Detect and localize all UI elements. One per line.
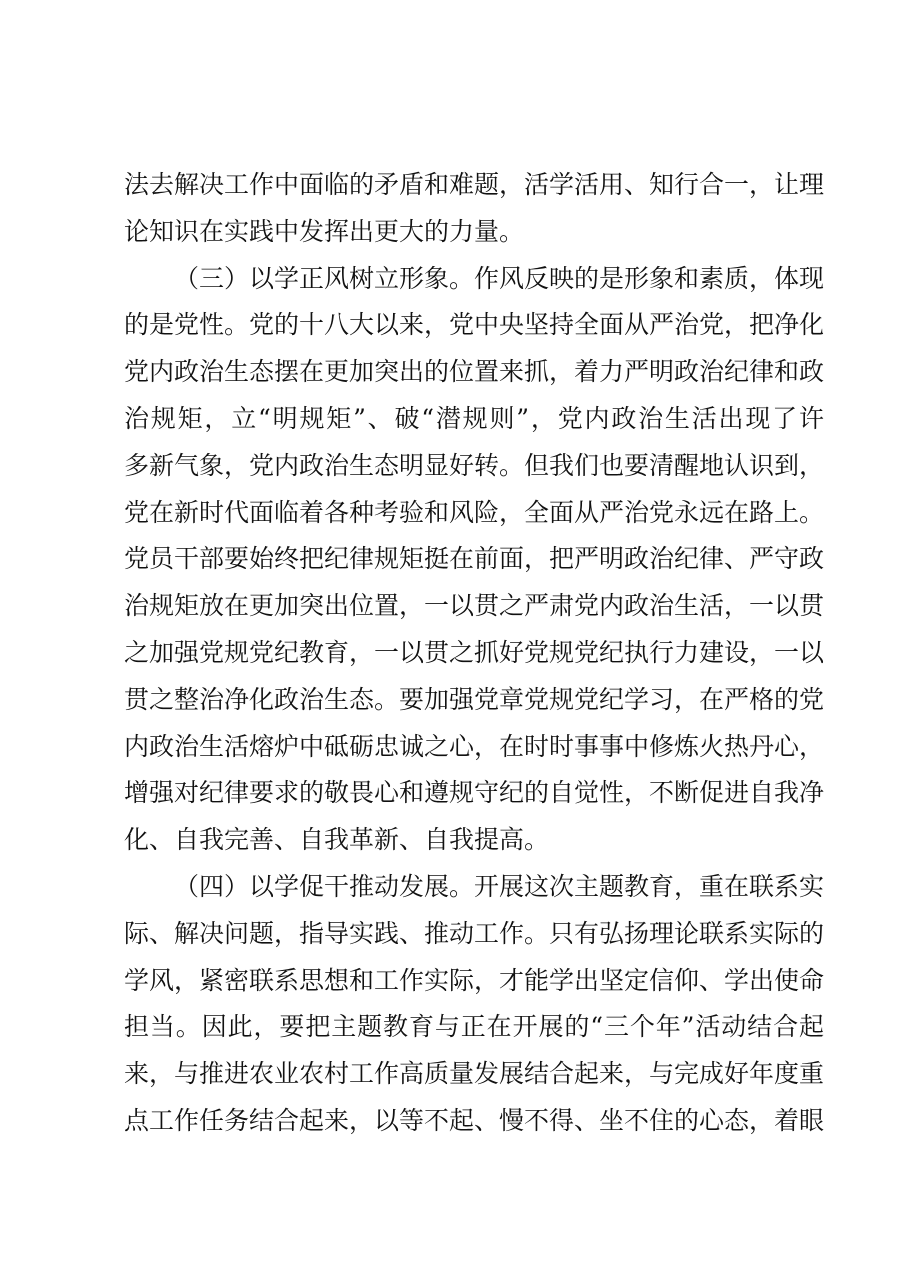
document-body bbox=[124, 162, 824, 1145]
text-line: 担当。因此，要把主题教育与正在开展的“三个年”活动结合起 bbox=[124, 1012, 824, 1042]
text-line: 党内政治生态摆在更加突出的位置来抓，着力严明政治纪律和政 bbox=[124, 357, 825, 387]
text-line: 学风，紧密联系思想和工作实际，才能学出坚定信仰、学出使命 bbox=[124, 965, 825, 995]
text-line: 党在新时代面临着各种考验和风险，全面从严治党永远在路上。 bbox=[124, 497, 825, 527]
text-line: 际、解决问题，指导实践、推动工作。只有弘扬理论联系实际的 bbox=[124, 918, 825, 948]
text-line: 内政治生活熔炉中砥砺忠诚之心，在时时事事中修炼火热丹心， bbox=[124, 731, 825, 761]
text-line: 法去解决工作中面临的矛盾和难题，活学活用、知行合一，让理 bbox=[124, 170, 825, 199]
text-line: 论知识在实践中发挥出更大的力量。 bbox=[124, 216, 525, 246]
text-line: 来，与推进农业农村工作高质量发展结合起来，与完成好年度重 bbox=[124, 1059, 825, 1089]
text-line: 化、自我完善、自我革新、自我提高。 bbox=[124, 825, 550, 855]
text-line: 的是党性。党的十八大以来，党中央坚持全面从严治党，把净化 bbox=[124, 310, 825, 340]
text-line: 党员干部要始终把纪律规矩挺在前面，把严明政治纪律、严守政 bbox=[124, 544, 825, 574]
section-heading-line: （四）以学促干推动发展。开展这次主题教育，重在联系实 bbox=[174, 871, 825, 901]
text-line: 之加强党规党纪教育，一以贯之抓好党规党纪执行力建设，一以 bbox=[124, 637, 825, 667]
text-line: 多新气象，党内政治生态明显好转。但我们也要清醒地认识到， bbox=[124, 450, 825, 480]
text-line: 增强对纪律要求的敬畏心和遵规守纪的自觉性，不断促进自我净 bbox=[124, 778, 825, 808]
section-heading-line: （三）以学正风树立形象。作风反映的是形象和素质，体现 bbox=[174, 263, 825, 293]
text-line: 贯之整治净化政治生态。要加强党章党规党纪学习，在严格的党 bbox=[124, 684, 825, 714]
text-line: 治规矩放在更加突出位置，一以贯之严肃党内政治生活，一以贯 bbox=[124, 591, 825, 621]
text-line: 点工作任务结合起来，以等不起、慢不得、坐不住的心态，着眼 bbox=[124, 1105, 825, 1135]
text-line: 治规矩，立“明规矩”、破“潜规则”，党内政治生活出现了许 bbox=[124, 403, 824, 433]
